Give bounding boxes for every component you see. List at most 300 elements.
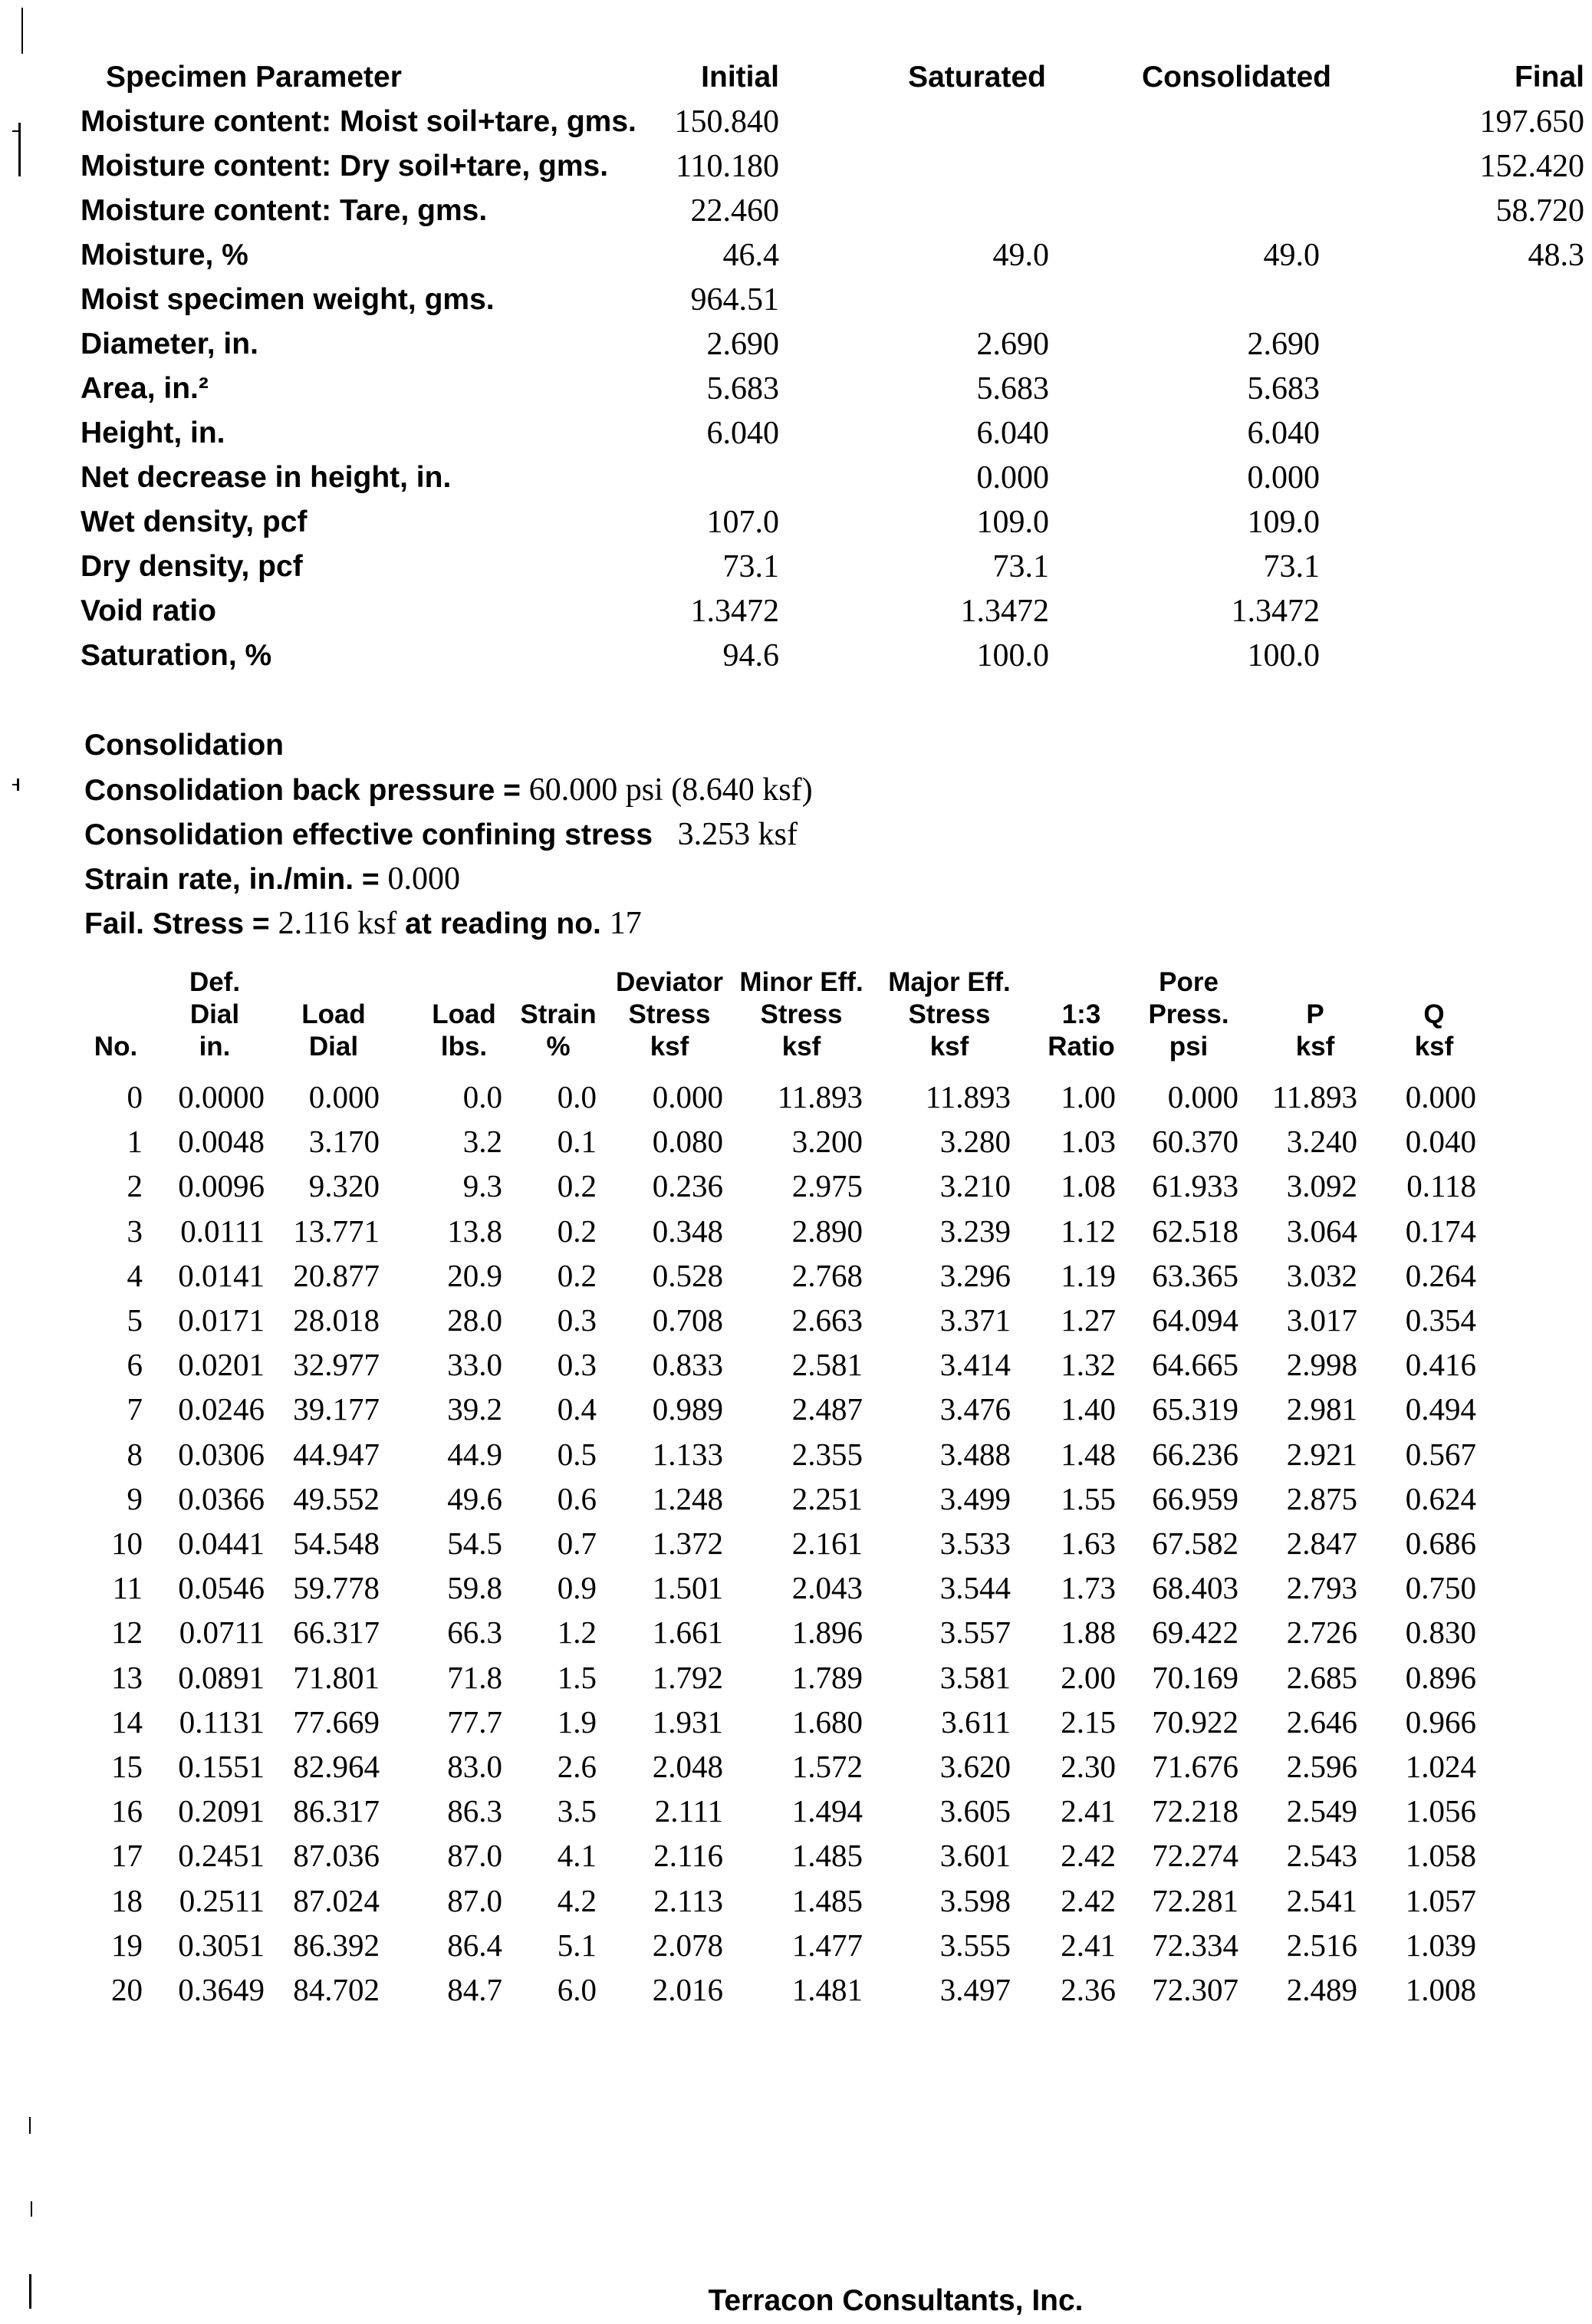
column-header-def-dial: in. [199, 1032, 231, 1062]
table-cell-major: 3.544 [939, 1570, 1011, 1605]
table-cell-q: 1.056 [1405, 1793, 1476, 1829]
specimen-row [0, 100, 1592, 144]
fail-stress-value: 2.116 ksf [278, 906, 397, 941]
specimen-initial-value: 150.840 [674, 104, 779, 140]
table-cell-def-dial: 0.0000 [178, 1079, 265, 1114]
specimen-parameter-header: Specimen Parameter [106, 61, 402, 94]
column-header-deviator: ksf [650, 1032, 689, 1062]
table-cell-deviator: 0.708 [652, 1302, 723, 1338]
table-cell-no: 13 [111, 1660, 143, 1695]
table-cell-p: 2.685 [1286, 1660, 1357, 1695]
table-row [0, 1789, 1592, 1833]
specimen-row-label: Moisture, % [81, 239, 248, 272]
table-cell-deviator: 1.372 [652, 1526, 723, 1561]
table-cell-def-dial: 0.3051 [178, 1927, 265, 1963]
table-cell-pore: 71.676 [1152, 1749, 1238, 1784]
table-cell-pore: 66.236 [1152, 1437, 1238, 1472]
column-header-load-dial: Load [301, 999, 366, 1029]
table-cell-no: 17 [111, 1838, 143, 1873]
table-row [0, 1967, 1592, 2012]
specimen-row [0, 278, 1592, 322]
table-cell-no: 9 [127, 1481, 143, 1516]
back-pressure-line [84, 768, 813, 813]
table-cell-minor: 1.680 [791, 1704, 863, 1740]
table-cell-strain: 0.9 [557, 1570, 597, 1605]
specimen-row-label: Wet density, pcf [81, 505, 308, 538]
margin-mark [12, 784, 18, 785]
margin-mark [31, 2201, 32, 2217]
table-cell-load-lbs: 87.0 [447, 1883, 502, 1918]
table-cell-pore: 63.365 [1152, 1258, 1238, 1293]
table-cell-pore: 62.518 [1152, 1213, 1238, 1249]
table-cell-no: 11 [112, 1570, 143, 1605]
table-cell-pore: 64.094 [1152, 1302, 1238, 1338]
specimen-consolidated-value: 100.0 [1247, 638, 1320, 673]
table-cell-load-dial: 32.977 [293, 1347, 380, 1382]
table-cell-major: 3.598 [939, 1883, 1011, 1918]
table-cell-pore: 60.370 [1152, 1124, 1238, 1159]
specimen-consolidated-value: 1.3472 [1231, 594, 1320, 629]
table-row [0, 1119, 1592, 1164]
table-cell-ratio: 2.42 [1061, 1883, 1116, 1918]
table-cell-no: 4 [127, 1258, 143, 1293]
table-cell-no: 14 [111, 1704, 143, 1740]
table-cell-deviator: 2.111 [654, 1793, 723, 1829]
table-cell-ratio: 1.63 [1061, 1526, 1116, 1561]
table-cell-p: 2.981 [1286, 1391, 1357, 1427]
specimen-initial-value: 5.683 [706, 371, 779, 407]
table-cell-load-lbs: 49.6 [447, 1481, 502, 1516]
table-cell-minor: 1.481 [791, 1972, 863, 2007]
table-cell-minor: 1.485 [791, 1838, 863, 1873]
table-cell-strain: 0.2 [557, 1213, 597, 1249]
confining-stress-line [84, 812, 798, 858]
column-header-load-dial: Dial [308, 1032, 359, 1062]
table-cell-minor: 1.494 [791, 1793, 863, 1829]
specimen-saturated-value: 1.3472 [960, 594, 1049, 629]
table-cell-p: 2.998 [1286, 1347, 1357, 1382]
fail-stress-line [84, 901, 642, 946]
specimen-row [0, 322, 1592, 367]
table-cell-load-dial: 86.392 [293, 1927, 380, 1963]
table-cell-deviator: 2.078 [652, 1927, 723, 1963]
column-header-p: P [1306, 999, 1324, 1029]
specimen-initial-value: 110.180 [676, 149, 779, 184]
table-cell-pore: 61.933 [1152, 1168, 1238, 1203]
strain-rate-value: 0.000 [387, 861, 461, 897]
table-cell-pore: 72.218 [1152, 1793, 1238, 1829]
specimen-saturated-value: 5.683 [976, 371, 1049, 407]
table-cell-minor: 2.890 [791, 1213, 863, 1249]
specimen-initial-value: 94.6 [722, 638, 779, 673]
table-cell-q: 0.750 [1405, 1570, 1476, 1605]
table-cell-no: 0 [127, 1079, 143, 1114]
specimen-final-value: 197.650 [1479, 104, 1584, 140]
specimen-initial-value: 2.690 [706, 327, 779, 362]
table-cell-p: 11.893 [1271, 1079, 1357, 1114]
specimen-initial-value: 22.460 [690, 193, 779, 229]
consolidation-title: Consolidation [84, 729, 284, 762]
table-cell-q: 0.354 [1405, 1302, 1476, 1338]
table-cell-load-dial: 59.778 [293, 1570, 380, 1605]
specimen-row-label: Moisture content: Dry soil+tare, gms. [81, 150, 609, 183]
table-cell-major: 3.414 [939, 1347, 1011, 1382]
table-cell-major: 3.533 [939, 1526, 1011, 1561]
table-cell-strain: 0.2 [557, 1258, 597, 1293]
table-cell-load-dial: 87.036 [293, 1838, 380, 1873]
specimen-row [0, 456, 1592, 500]
table-cell-p: 2.921 [1286, 1437, 1357, 1472]
table-cell-ratio: 1.08 [1061, 1168, 1116, 1203]
table-row [0, 1075, 1592, 1119]
column-header-deviator: Stress [628, 999, 711, 1029]
table-row [0, 1253, 1592, 1298]
specimen-initial-value: 1.3472 [690, 594, 779, 629]
table-cell-ratio: 1.12 [1061, 1213, 1116, 1249]
table-cell-strain: 0.1 [557, 1124, 597, 1159]
table-cell-pore: 68.403 [1152, 1570, 1238, 1605]
table-cell-pore: 70.169 [1152, 1660, 1238, 1695]
column-header-minor: Minor Eff. [739, 967, 863, 997]
table-cell-major: 3.488 [939, 1437, 1011, 1472]
table-cell-deviator: 2.016 [652, 1972, 723, 2007]
table-cell-def-dial: 0.0246 [178, 1391, 265, 1427]
table-row [0, 1565, 1592, 1610]
table-row [0, 1476, 1592, 1521]
specimen-row-label: Saturation, % [81, 639, 272, 672]
table-cell-no: 19 [111, 1927, 143, 1963]
column-header-pore: Press. [1148, 999, 1229, 1029]
table-cell-p: 3.240 [1286, 1124, 1357, 1159]
table-row [0, 1655, 1592, 1700]
table-cell-p: 2.646 [1286, 1704, 1357, 1740]
table-cell-p: 3.092 [1286, 1168, 1357, 1203]
table-cell-load-lbs: 59.8 [447, 1570, 502, 1605]
table-cell-deviator: 1.931 [652, 1704, 723, 1740]
table-cell-load-lbs: 28.0 [447, 1302, 502, 1338]
table-cell-deviator: 0.989 [652, 1391, 723, 1427]
table-cell-no: 20 [111, 1972, 143, 2007]
table-cell-minor: 2.581 [791, 1347, 863, 1382]
specimen-row-label: Void ratio [81, 594, 216, 627]
table-cell-load-lbs: 66.3 [447, 1615, 502, 1650]
table-cell-pore: 69.422 [1152, 1615, 1238, 1650]
table-cell-load-dial: 66.317 [293, 1615, 380, 1650]
table-cell-load-dial: 77.669 [293, 1704, 380, 1740]
table-cell-q: 0.830 [1405, 1615, 1476, 1650]
column-header-load-lbs: lbs. [440, 1032, 488, 1062]
table-cell-deviator: 0.528 [652, 1258, 723, 1293]
table-cell-strain: 1.9 [557, 1704, 597, 1740]
table-cell-def-dial: 0.2511 [179, 1883, 265, 1918]
fail-reading-label: at reading no. [396, 907, 610, 940]
table-cell-ratio: 2.42 [1061, 1838, 1116, 1873]
table-cell-load-dial: 82.964 [293, 1749, 380, 1784]
table-cell-deviator: 2.116 [653, 1838, 723, 1873]
table-row [0, 1610, 1592, 1654]
specimen-consolidated-value: 6.040 [1247, 416, 1320, 451]
table-row [0, 1744, 1592, 1789]
table-cell-q: 0.966 [1405, 1704, 1476, 1740]
table-cell-p: 2.596 [1286, 1749, 1357, 1784]
table-cell-load-lbs: 86.4 [447, 1927, 502, 1963]
table-cell-strain: 3.5 [557, 1793, 597, 1829]
table-cell-no: 8 [127, 1437, 143, 1472]
table-cell-major: 3.620 [939, 1749, 1011, 1784]
table-cell-load-lbs: 44.9 [447, 1437, 502, 1472]
specimen-final-value: 48.3 [1528, 238, 1584, 273]
table-cell-minor: 2.355 [791, 1437, 863, 1472]
table-cell-no: 6 [127, 1347, 143, 1382]
column-header-q: Q [1423, 999, 1445, 1029]
table-cell-pore: 70.922 [1152, 1704, 1238, 1740]
table-cell-load-dial: 39.177 [293, 1391, 380, 1427]
specimen-initial-value: 46.4 [722, 238, 779, 273]
table-cell-minor: 1.485 [791, 1883, 863, 1918]
table-cell-load-dial: 86.317 [293, 1793, 380, 1829]
table-row [0, 1387, 1592, 1431]
table-cell-load-dial: 49.552 [293, 1481, 380, 1516]
table-cell-minor: 2.663 [791, 1302, 863, 1338]
table-cell-def-dial: 0.0048 [178, 1124, 265, 1159]
initial-header: Initial [701, 61, 779, 94]
column-header-major: Stress [908, 999, 991, 1029]
specimen-saturated-value: 2.690 [976, 327, 1049, 362]
table-cell-q: 1.057 [1405, 1883, 1476, 1918]
table-cell-p: 3.064 [1286, 1213, 1357, 1249]
table-cell-ratio: 1.55 [1061, 1481, 1116, 1516]
table-cell-major: 3.557 [939, 1615, 1011, 1650]
table-cell-major: 3.581 [939, 1660, 1011, 1695]
table-cell-load-lbs: 77.7 [447, 1704, 502, 1740]
table-cell-major: 3.499 [939, 1481, 1011, 1516]
table-cell-ratio: 1.88 [1061, 1615, 1116, 1650]
table-cell-p: 2.793 [1286, 1570, 1357, 1605]
table-cell-def-dial: 0.3649 [178, 1972, 265, 2007]
table-cell-major: 3.239 [939, 1213, 1011, 1249]
column-header-minor: Stress [760, 999, 843, 1029]
table-cell-q: 1.008 [1405, 1972, 1476, 2007]
table-row [0, 1878, 1592, 1923]
table-row [0, 1164, 1592, 1208]
table-cell-load-lbs: 71.8 [447, 1660, 502, 1695]
table-cell-load-lbs: 87.0 [447, 1838, 502, 1873]
table-cell-ratio: 2.15 [1061, 1704, 1116, 1740]
specimen-initial-value: 6.040 [706, 416, 779, 451]
table-cell-load-dial: 84.702 [293, 1972, 380, 2007]
table-cell-deviator: 0.236 [652, 1168, 723, 1203]
table-cell-minor: 11.893 [777, 1079, 863, 1114]
table-cell-q: 0.000 [1405, 1079, 1476, 1114]
table-cell-load-lbs: 3.2 [462, 1124, 502, 1159]
table-cell-load-dial: 71.801 [293, 1660, 380, 1695]
table-cell-def-dial: 0.0366 [178, 1481, 265, 1516]
specimen-consolidated-value: 49.0 [1263, 238, 1320, 273]
table-cell-pore: 72.334 [1152, 1927, 1238, 1963]
table-cell-load-dial: 44.947 [293, 1437, 380, 1472]
table-row [0, 1209, 1592, 1253]
specimen-initial-value: 107.0 [706, 505, 779, 540]
table-cell-deviator: 1.133 [652, 1437, 723, 1472]
table-cell-def-dial: 0.0171 [178, 1302, 265, 1338]
table-cell-pore: 72.281 [1152, 1883, 1238, 1918]
confining-stress-label: Consolidation effective confining stress [84, 818, 653, 851]
table-cell-pore: 67.582 [1152, 1526, 1238, 1561]
table-cell-ratio: 1.19 [1061, 1258, 1116, 1293]
column-header-def-dial: Dial [189, 999, 240, 1029]
table-cell-strain: 0.4 [557, 1391, 597, 1427]
column-header-pore: Pore [1159, 967, 1219, 997]
specimen-row [0, 367, 1592, 411]
table-cell-deviator: 1.248 [652, 1481, 723, 1516]
specimen-saturated-value: 6.040 [976, 416, 1049, 451]
fail-stress-label: Fail. Stress = [84, 907, 278, 940]
table-cell-q: 0.118 [1406, 1168, 1476, 1203]
specimen-row [0, 233, 1592, 278]
specimen-consolidated-value: 109.0 [1247, 505, 1320, 540]
specimen-row [0, 189, 1592, 233]
table-cell-strain: 2.6 [557, 1749, 597, 1784]
table-cell-minor: 2.768 [791, 1258, 863, 1293]
table-cell-def-dial: 0.0891 [178, 1660, 265, 1695]
column-header-strain: % [546, 1032, 571, 1062]
column-header-major: Major Eff. [888, 967, 1011, 997]
table-cell-no: 18 [111, 1883, 143, 1918]
table-cell-major: 3.280 [939, 1124, 1011, 1159]
table-cell-q: 0.624 [1405, 1481, 1476, 1516]
table-row [0, 1923, 1592, 1967]
specimen-row [0, 634, 1592, 678]
table-cell-def-dial: 0.0441 [178, 1526, 265, 1561]
table-cell-major: 11.893 [925, 1079, 1011, 1114]
table-cell-load-dial: 0.000 [308, 1079, 380, 1114]
table-cell-strain: 0.3 [557, 1347, 597, 1382]
specimen-saturated-value: 73.1 [992, 549, 1049, 584]
specimen-row-label: Moist specimen weight, gms. [81, 283, 495, 316]
table-cell-ratio: 1.32 [1061, 1347, 1116, 1382]
table-cell-deviator: 1.661 [652, 1615, 723, 1650]
column-header-strain: Strain [520, 999, 597, 1029]
table-cell-pore: 66.959 [1152, 1481, 1238, 1516]
table-cell-load-lbs: 20.9 [447, 1258, 502, 1293]
table-cell-p: 2.543 [1286, 1838, 1357, 1873]
specimen-saturated-value: 0.000 [976, 460, 1049, 495]
column-header-q: ksf [1414, 1032, 1454, 1062]
table-cell-deviator: 0.080 [652, 1124, 723, 1159]
specimen-row-label: Net decrease in height, in. [81, 461, 452, 494]
saturated-header: Saturated [908, 61, 1046, 94]
company-footer [0, 2282, 1592, 2320]
table-cell-pore: 72.307 [1152, 1972, 1238, 2007]
table-row [0, 1833, 1592, 1878]
table-cell-major: 3.210 [939, 1168, 1011, 1203]
specimen-initial-value: 73.1 [722, 549, 779, 584]
table-cell-no: 16 [111, 1793, 143, 1829]
specimen-consolidated-value: 73.1 [1263, 549, 1320, 584]
specimen-saturated-value: 109.0 [976, 505, 1049, 540]
table-cell-deviator: 2.113 [653, 1883, 723, 1918]
specimen-final-value: 58.720 [1495, 193, 1584, 229]
margin-mark [21, 8, 23, 54]
table-cell-ratio: 2.41 [1061, 1793, 1116, 1829]
table-cell-minor: 2.251 [791, 1481, 863, 1516]
specimen-row [0, 589, 1592, 634]
column-header-pore: psi [1169, 1032, 1209, 1062]
table-cell-no: 3 [127, 1213, 143, 1249]
table-cell-def-dial: 0.0201 [178, 1347, 265, 1382]
table-cell-q: 0.040 [1405, 1124, 1476, 1159]
table-cell-minor: 1.896 [791, 1615, 863, 1650]
table-cell-ratio: 1.73 [1061, 1570, 1116, 1605]
table-cell-load-lbs: 86.3 [447, 1793, 502, 1829]
back-pressure-value: 60.000 psi (8.640 ksf) [528, 772, 813, 808]
table-cell-q: 0.416 [1405, 1347, 1476, 1382]
specimen-row-label: Moisture content: Moist soil+tare, gms. [81, 105, 636, 138]
table-cell-no: 15 [111, 1749, 143, 1784]
table-cell-no: 5 [127, 1302, 143, 1338]
table-cell-ratio: 2.36 [1061, 1972, 1116, 2007]
table-cell-def-dial: 0.2091 [178, 1793, 265, 1829]
table-cell-def-dial: 0.0141 [178, 1258, 265, 1293]
margin-mark [12, 130, 20, 132]
table-cell-ratio: 1.27 [1061, 1302, 1116, 1338]
specimen-final-value: 152.420 [1479, 149, 1584, 184]
table-cell-q: 0.264 [1405, 1258, 1476, 1293]
table-cell-deviator: 0.000 [652, 1079, 723, 1114]
consolidated-header: Consolidated [1141, 61, 1331, 94]
table-cell-load-lbs: 33.0 [447, 1347, 502, 1382]
confining-stress-value: 3.253 ksf [677, 817, 798, 852]
table-cell-no: 12 [111, 1615, 143, 1650]
table-cell-strain: 1.5 [557, 1660, 597, 1695]
table-cell-ratio: 1.48 [1061, 1437, 1116, 1472]
table-cell-deviator: 2.048 [652, 1749, 723, 1784]
table-cell-deviator: 0.348 [652, 1213, 723, 1249]
table-cell-p: 2.541 [1286, 1883, 1357, 1918]
specimen-row [0, 411, 1592, 456]
table-cell-minor: 3.200 [791, 1124, 863, 1159]
table-cell-major: 3.555 [939, 1927, 1011, 1963]
table-cell-ratio: 2.41 [1061, 1927, 1116, 1963]
back-pressure-label: Consolidation back pressure = [84, 774, 529, 807]
table-cell-pore: 0.000 [1167, 1079, 1238, 1114]
table-cell-strain: 0.2 [557, 1168, 597, 1203]
table-cell-major: 3.497 [939, 1972, 1011, 2007]
table-cell-strain: 4.2 [557, 1883, 597, 1918]
column-header-ratio: Ratio [1048, 1032, 1115, 1062]
table-cell-def-dial: 0.0111 [180, 1213, 265, 1249]
table-cell-ratio: 2.30 [1061, 1749, 1116, 1784]
table-cell-minor: 1.572 [791, 1749, 863, 1784]
table-cell-strain: 0.0 [557, 1079, 597, 1114]
column-header-p: ksf [1295, 1032, 1335, 1062]
table-cell-minor: 1.477 [791, 1927, 863, 1963]
table-cell-load-dial: 13.771 [293, 1213, 380, 1249]
table-cell-load-lbs: 84.7 [447, 1972, 502, 2007]
table-row [0, 1521, 1592, 1565]
table-cell-major: 3.371 [939, 1302, 1011, 1338]
table-cell-q: 1.024 [1405, 1749, 1476, 1784]
table-cell-major: 3.601 [939, 1838, 1011, 1873]
table-cell-q: 0.896 [1405, 1660, 1476, 1695]
specimen-row-label: Diameter, in. [81, 328, 258, 360]
table-cell-strain: 0.6 [557, 1481, 597, 1516]
table-cell-ratio: 1.00 [1061, 1079, 1116, 1114]
table-cell-def-dial: 0.0546 [178, 1570, 265, 1605]
specimen-saturated-value: 49.0 [992, 238, 1049, 273]
table-cell-def-dial: 0.1551 [178, 1749, 265, 1784]
table-cell-major: 3.611 [941, 1704, 1011, 1740]
